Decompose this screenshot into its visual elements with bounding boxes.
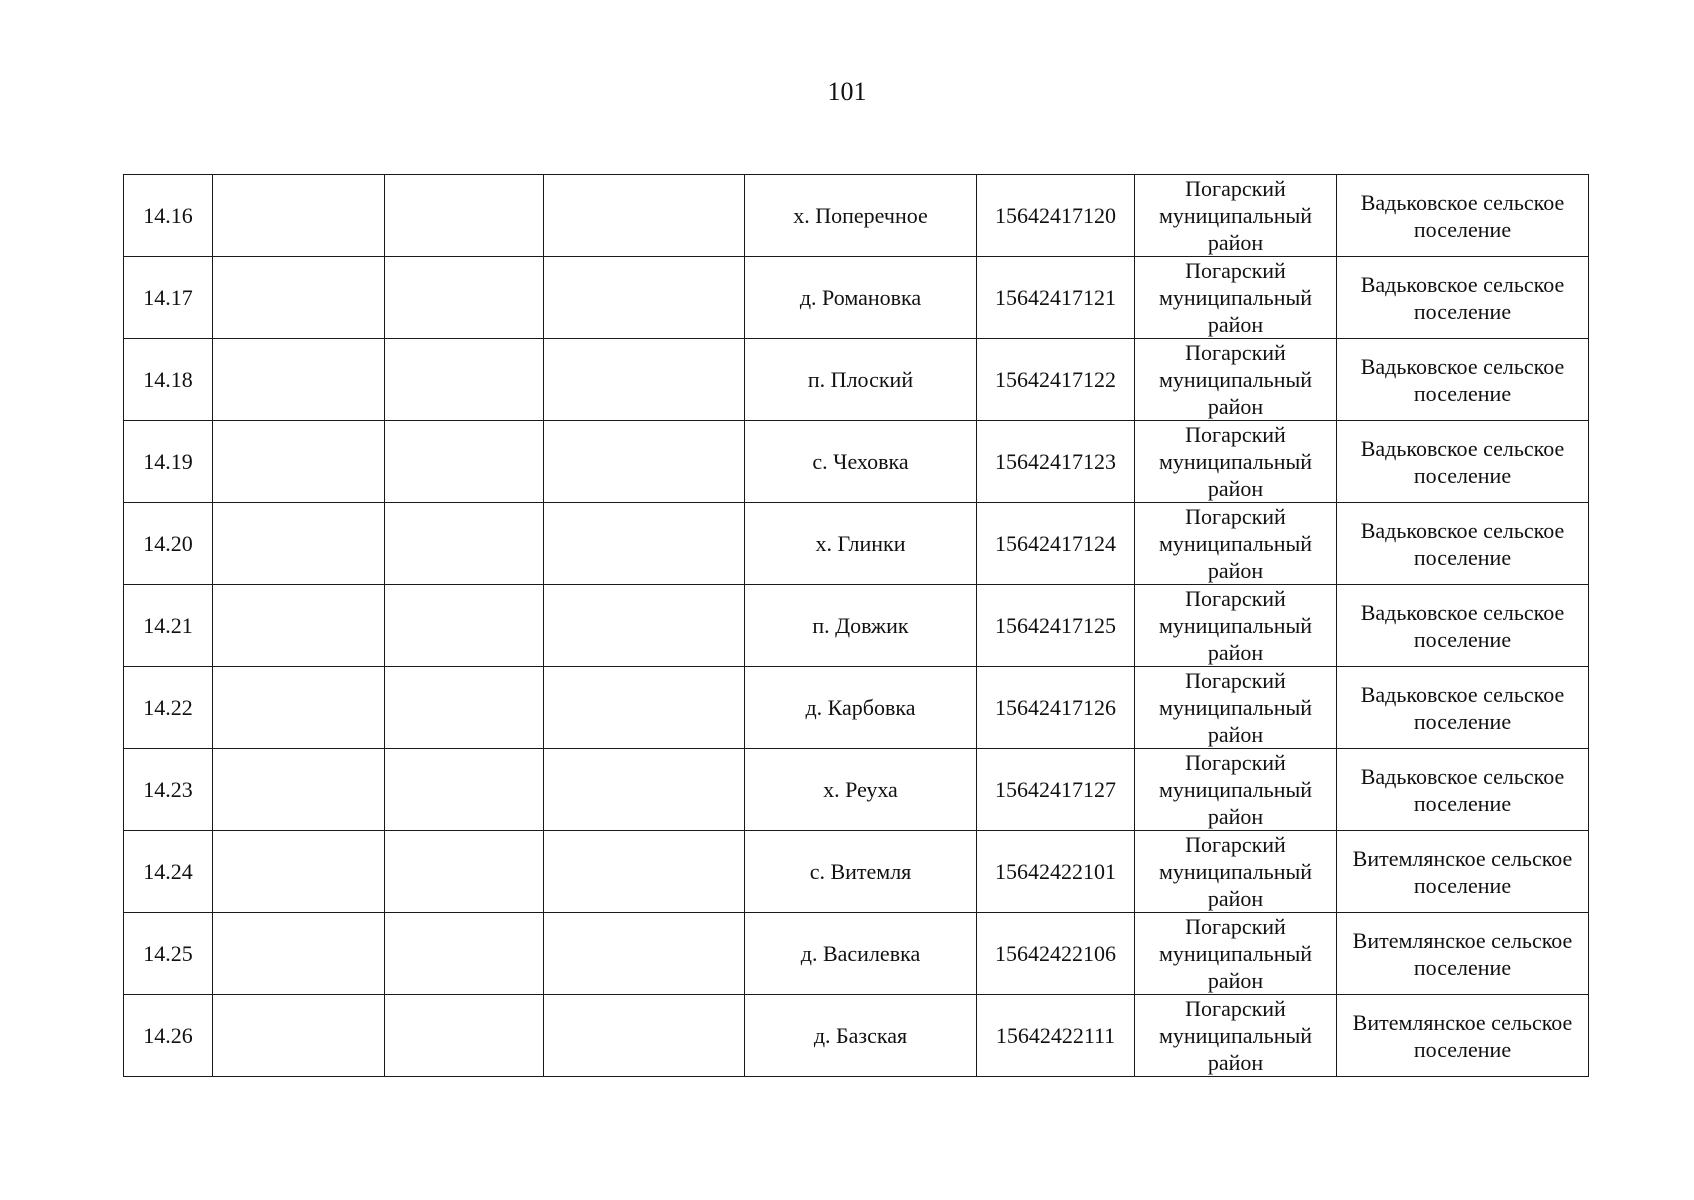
municipal-district-cell: Погарский муниципальный район xyxy=(1135,667,1337,749)
locality-name-cell: х. Поперечное xyxy=(745,175,977,257)
empty-cell xyxy=(385,995,544,1077)
table-row xyxy=(124,995,1589,1077)
locality-name-cell: п. Довжик xyxy=(745,585,977,667)
locality-name-cell: д. Карбовка xyxy=(745,667,977,749)
okato-code-cell: 15642417123 xyxy=(977,421,1135,503)
table-row xyxy=(124,585,1589,667)
empty-cell xyxy=(385,421,544,503)
municipal-district-cell: Погарский муниципальный район xyxy=(1135,421,1337,503)
municipal-district-cell: Погарский муниципальный район xyxy=(1135,257,1337,339)
table-row xyxy=(124,749,1589,831)
row-number-cell: 14.21 xyxy=(124,585,213,667)
table-row xyxy=(124,913,1589,995)
table-row xyxy=(124,831,1589,913)
empty-cell xyxy=(544,339,745,421)
empty-cell xyxy=(385,339,544,421)
okato-code-cell: 15642422106 xyxy=(977,913,1135,995)
table-body xyxy=(124,175,1589,1077)
empty-cell xyxy=(213,831,385,913)
locality-name-cell: с. Витемля xyxy=(745,831,977,913)
empty-cell xyxy=(213,421,385,503)
empty-cell xyxy=(544,421,745,503)
empty-cell xyxy=(544,995,745,1077)
locality-name-cell: х. Глинки xyxy=(745,503,977,585)
settlement-cell: Витемлянское сельское поселение xyxy=(1337,831,1589,913)
settlement-cell: Вадьковское сельское поселение xyxy=(1337,339,1589,421)
table-row xyxy=(124,257,1589,339)
table-row xyxy=(124,339,1589,421)
okato-code-cell: 15642417127 xyxy=(977,749,1135,831)
municipal-district-cell: Погарский муниципальный район xyxy=(1135,831,1337,913)
municipal-district-cell: Погарский муниципальный район xyxy=(1135,339,1337,421)
okato-code-cell: 15642417124 xyxy=(977,503,1135,585)
settlement-cell: Вадьковское сельское поселение xyxy=(1337,421,1589,503)
okato-code-cell: 15642422111 xyxy=(977,995,1135,1077)
row-number-cell: 14.26 xyxy=(124,995,213,1077)
empty-cell xyxy=(213,585,385,667)
empty-cell xyxy=(213,995,385,1077)
empty-cell xyxy=(385,749,544,831)
settlement-cell: Вадьковское сельское поселение xyxy=(1337,667,1589,749)
empty-cell xyxy=(544,503,745,585)
okato-code-cell: 15642417121 xyxy=(977,257,1135,339)
locality-name-cell: д. Базская xyxy=(745,995,977,1077)
empty-cell xyxy=(385,175,544,257)
municipal-district-cell: Погарский муниципальный район xyxy=(1135,913,1337,995)
locality-name-cell: с. Чеховка xyxy=(745,421,977,503)
settlement-cell: Вадьковское сельское поселение xyxy=(1337,749,1589,831)
row-number-cell: 14.25 xyxy=(124,913,213,995)
settlement-cell: Вадьковское сельское поселение xyxy=(1337,175,1589,257)
okato-code-cell: 15642417125 xyxy=(977,585,1135,667)
settlement-cell: Вадьковское сельское поселение xyxy=(1337,257,1589,339)
row-number-cell: 14.22 xyxy=(124,667,213,749)
municipal-district-cell: Погарский муниципальный район xyxy=(1135,995,1337,1077)
empty-cell xyxy=(544,175,745,257)
okato-code-cell: 15642417120 xyxy=(977,175,1135,257)
table-row xyxy=(124,175,1589,257)
empty-cell xyxy=(385,913,544,995)
empty-cell xyxy=(213,749,385,831)
empty-cell xyxy=(385,667,544,749)
table-row xyxy=(124,667,1589,749)
empty-cell xyxy=(544,749,745,831)
settlement-cell: Витемлянское сельское поселение xyxy=(1337,913,1589,995)
locality-name-cell: д. Романовка xyxy=(745,257,977,339)
okato-code-cell: 15642422101 xyxy=(977,831,1135,913)
okato-code-cell: 15642417122 xyxy=(977,339,1135,421)
empty-cell xyxy=(544,667,745,749)
empty-cell xyxy=(213,913,385,995)
okato-code-cell: 15642417126 xyxy=(977,667,1135,749)
empty-cell xyxy=(213,339,385,421)
settlement-cell: Вадьковское сельское поселение xyxy=(1337,503,1589,585)
table-row xyxy=(124,503,1589,585)
municipal-district-cell: Погарский муниципальный район xyxy=(1135,585,1337,667)
row-number-cell: 14.23 xyxy=(124,749,213,831)
empty-cell xyxy=(544,831,745,913)
empty-cell xyxy=(544,257,745,339)
row-number-cell: 14.24 xyxy=(124,831,213,913)
empty-cell xyxy=(385,831,544,913)
page-number: 101 xyxy=(827,77,867,106)
municipal-district-cell: Погарский муниципальный район xyxy=(1135,749,1337,831)
empty-cell xyxy=(385,585,544,667)
settlements-table xyxy=(123,174,1589,1077)
settlement-cell: Вадьковское сельское поселение xyxy=(1337,585,1589,667)
empty-cell xyxy=(544,585,745,667)
empty-cell xyxy=(213,503,385,585)
row-number-cell: 14.18 xyxy=(124,339,213,421)
locality-name-cell: п. Плоский xyxy=(745,339,977,421)
empty-cell xyxy=(213,257,385,339)
locality-name-cell: х. Реуха xyxy=(745,749,977,831)
row-number-cell: 14.17 xyxy=(124,257,213,339)
row-number-cell: 14.20 xyxy=(124,503,213,585)
row-number-cell: 14.16 xyxy=(124,175,213,257)
empty-cell xyxy=(385,503,544,585)
table-row xyxy=(124,421,1589,503)
municipal-district-cell: Погарский муниципальный район xyxy=(1135,175,1337,257)
row-number-cell: 14.19 xyxy=(124,421,213,503)
empty-cell xyxy=(385,257,544,339)
empty-cell xyxy=(213,667,385,749)
settlement-cell: Витемлянское сельское поселение xyxy=(1337,995,1589,1077)
empty-cell xyxy=(213,175,385,257)
municipal-district-cell: Погарский муниципальный район xyxy=(1135,503,1337,585)
empty-cell xyxy=(544,913,745,995)
locality-name-cell: д. Василевка xyxy=(745,913,977,995)
